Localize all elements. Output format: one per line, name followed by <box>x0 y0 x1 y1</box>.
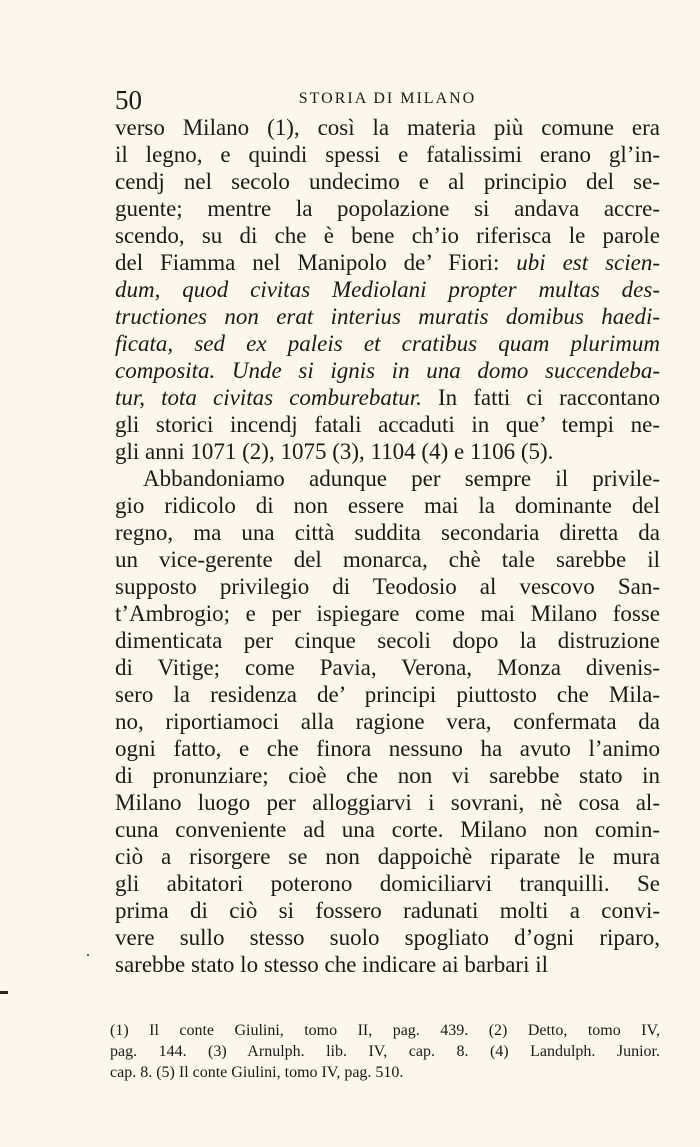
footnote-line: pag. 144. (3) Arnulph. lib. IV, cap. 8. (4) Landulph. Junior. <box>110 1043 660 1060</box>
text-segment: gli anni 1071 (2), 1075 (3), 1104 (4) e 1106 (5). <box>115 439 554 464</box>
text-line <box>115 330 660 357</box>
text-segment: no, riportiamoci alla ragione vera, confermata da <box>115 709 660 734</box>
text-segment: Abbandoniamo adunque per sempre il privile- <box>143 466 660 491</box>
margin-dot: . <box>86 943 90 960</box>
text-segment: t’Ambrogio; e per ispiegare come mai Milano fosse <box>115 601 660 626</box>
text-segment: un vice-gerente del monarca, chè tale sarebbe il <box>115 547 660 572</box>
footnote-line: (1) Il conte Giulini, tomo II, pag. 439. (2) Detto, tomo IV, <box>110 1022 660 1039</box>
text-segment: guente; mentre la popolazione si andava accre- <box>115 196 660 221</box>
italic-quote-segment: ubi est scien- <box>516 250 660 275</box>
text-line <box>115 708 660 735</box>
text-line <box>115 195 660 222</box>
text-line <box>115 924 660 951</box>
body-text <box>115 114 660 978</box>
text-line <box>115 492 660 519</box>
text-segment: cendj nel secolo undecimo e al principio del se- <box>115 169 660 194</box>
text-line <box>115 276 660 303</box>
text-line <box>115 627 660 654</box>
text-segment: Milano luogo per alloggiarvi i sovrani, nè cosa al- <box>115 790 660 815</box>
text-line <box>115 816 660 843</box>
text-segment: sarebbe stato lo stesso che indicare ai barbari il <box>115 952 549 977</box>
text-segment: gli storici incendj fatali accaduti in que’ tempi ne- <box>115 412 660 437</box>
text-segment: regno, ma una città suddita secondaria diretta da <box>115 520 660 545</box>
text-segment: cuna conveniente ad una corte. Milano non comin- <box>115 817 660 842</box>
text-line <box>115 870 660 897</box>
text-segment: il legno, e quindi spessi e fatalissimi erano gl’in- <box>115 142 660 167</box>
italic-quote-segment: composita. Unde si ignis in una domo succendeba- <box>115 358 660 383</box>
footnote-line: cap. 8. (5) Il conte Giulini, tomo IV, pag. 510. <box>110 1064 404 1081</box>
text-line <box>115 411 660 438</box>
page-header <box>115 84 660 116</box>
text-segment: gli abitatori poterono domiciliarvi tranquilli. Se <box>115 871 660 896</box>
text-line <box>115 384 660 411</box>
text-line <box>115 357 660 384</box>
text-segment: sero la residenza de’ principi piuttosto che Mila- <box>115 682 660 707</box>
text-line <box>115 600 660 627</box>
text-line <box>115 681 660 708</box>
text-segment: di Vitige; come Pavia, Verona, Monza divenis- <box>115 655 660 680</box>
text-line <box>115 843 660 870</box>
text-line <box>115 546 660 573</box>
text-segment: scendo, su di che è bene ch’io riferisca le parole <box>115 223 660 248</box>
text-line <box>115 222 660 249</box>
text-line <box>115 951 660 978</box>
text-line <box>115 654 660 681</box>
text-line <box>115 249 660 276</box>
text-line <box>115 141 660 168</box>
text-segment: In fatti ci raccontano <box>421 385 661 410</box>
text-segment: vere sullo stesso suolo spogliato d’ogni riparo, <box>115 925 660 950</box>
text-line <box>115 735 660 762</box>
text-segment: supposto privilegio di Teodosio al vescovo San- <box>115 574 660 599</box>
margin-mark <box>0 991 8 994</box>
text-segment: verso Milano (1), così la materia più comune era <box>115 115 660 140</box>
italic-quote-segment: tur, tota civitas comburebatur. <box>115 385 422 410</box>
text-segment: ciò a risorgere se non dappoichè riparate le mura <box>115 844 660 869</box>
text-segment: gio ridicolo di non essere mai la dominante del <box>115 493 660 518</box>
text-segment: prima di ciò si fossero radunati molti a convi- <box>115 898 660 923</box>
text-line <box>115 573 660 600</box>
italic-quote-segment: tructiones non erat interius muratis domibus haedi- <box>115 304 660 329</box>
running-head: STORIA DI MILANO <box>298 90 477 107</box>
text-segment: dimenticata per cinque secoli dopo la distruzione <box>115 628 660 653</box>
text-line <box>115 303 660 330</box>
text-line <box>115 897 660 924</box>
text-line <box>115 519 660 546</box>
text-line <box>115 762 660 789</box>
italic-quote-segment: ficata, sed ex paleis et cratibus quam plurimum <box>115 331 660 356</box>
text-line <box>115 438 660 465</box>
text-segment: di pronunziare; cioè che non vi sarebbe stato in <box>115 763 660 788</box>
page-number: 50 <box>115 85 142 115</box>
text-segment: del Fiamma nel Manipolo de’ Fiori: <box>115 250 517 275</box>
footnotes <box>110 1020 660 1083</box>
text-line <box>115 168 660 195</box>
text-line <box>115 789 660 816</box>
text-segment: ogni fatto, e che finora nessuno ha avuto l’animo <box>115 736 660 761</box>
italic-quote-segment: dum, quod civitas Mediolani propter multas des- <box>115 277 660 302</box>
text-line <box>115 465 660 492</box>
text-line <box>115 114 660 141</box>
